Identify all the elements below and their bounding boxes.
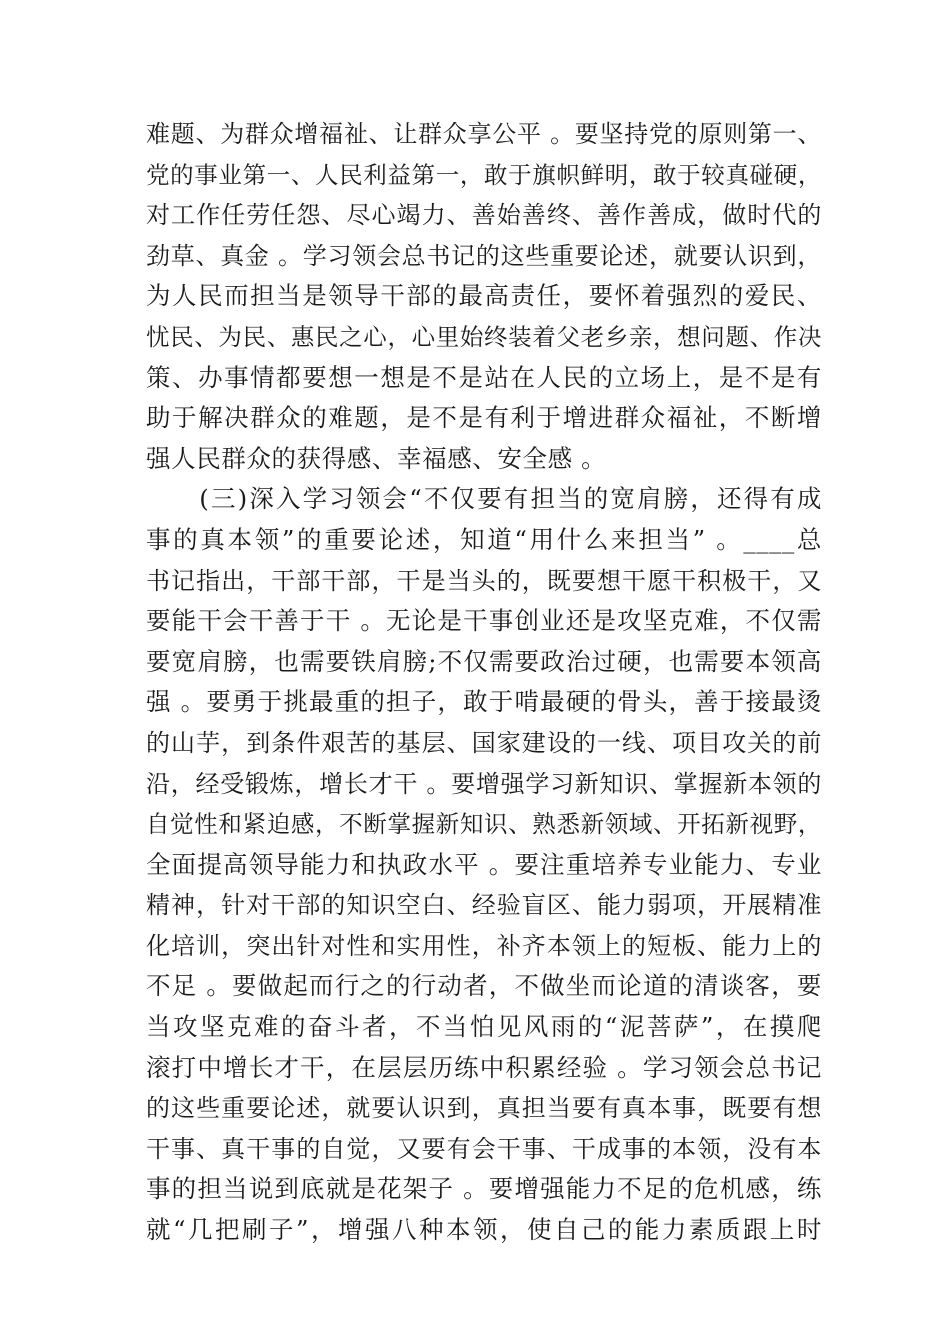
text-line: 事的真本领”的重要论述，知道“用什么来担当” 。____总 <box>146 524 822 554</box>
text-line: 就“几把刷子”，增强八种本领，使自己的能力素质跟上时 <box>146 1215 822 1245</box>
text-line: 对工作任劳任怨、尽心竭力、善始善终、善作善成，做时代的 <box>146 201 822 230</box>
text-line: 沿，经受锻炼，增长才干 。要增强学习新知识、掌握新本领的 <box>146 769 822 798</box>
text-line: 强人民群众的获得感、幸福感、安全感 。 <box>146 443 607 473</box>
text-line: 自觉性和紧迫感，不断掌握新知识、熟悉新领域、开拓新视野， <box>146 810 822 839</box>
text-line: 滚打中增长才干，在层层历练中积累经验 。学习领会总书记 <box>146 1052 822 1082</box>
text-line: 为人民而担当是领导干部的最高责任，要怀着强烈的爱民、 <box>146 281 822 311</box>
text-line: 干事、真干事的自觉，又要有会干事、干成事的本领，没有本 <box>146 1134 822 1163</box>
text-line: 当攻坚克难的奋斗者，不当怕见风雨的“泥菩萨”，在摸爬 <box>146 1012 822 1042</box>
text-line: 劲草、真金 。学习领会总书记的这些重要论述，就要认识到， <box>146 241 822 270</box>
body-text <box>146 114 822 1251</box>
text-line: 的这些重要论述，就要认识到，真担当要有真本事，既要有想 <box>146 1094 822 1123</box>
text-line: 精神，针对干部的知识空白、经验盲区、能力弱项，开展精准 <box>146 891 822 920</box>
text-line: 难题、为群众增福祉、让群众享公平 。要坚持党的原则第一、 <box>146 120 822 148</box>
text-line: 全面提高领导能力和执政水平 。要注重培养专业能力、专业 <box>146 849 822 879</box>
text-line: 事的担当说到底就是花架子 。要增强能力不足的危机感，练 <box>146 1174 822 1204</box>
section-heading-line: (三)深入学习领会“不仅要有担当的宽肩膀，还得有成 <box>146 484 822 514</box>
text-line: 要宽肩膀，也需要铁肩膀;不仅需要政治过硬，也需要本领高 <box>146 646 822 676</box>
text-line: 化培训，突出针对性和实用性，补齐本领上的短板、能力上的 <box>146 931 822 960</box>
text-line: 要能干会干善于干 。无论是干事创业还是攻坚克难，不仅需 <box>146 606 822 636</box>
text-line: 助于解决群众的难题，是不是有利于增进群众福祉，不断增 <box>146 403 822 433</box>
text-line: 忧民、为民、惠民之心，心里始终装着父老乡亲，想问题、作决 <box>146 322 822 351</box>
text-line: 不足 。要做起而行之的行动者，不做坐而论道的清谈客，要 <box>146 971 822 1001</box>
text-line: 书记指出，干部干部，干是当头的，既要想干愿干积极干，又 <box>146 566 822 595</box>
text-line: 的山芋，到条件艰苦的基层、国家建设的一线、项目攻关的前 <box>146 728 822 757</box>
text-line: 党的事业第一、人民利益第一，敢于旗帜鲜明，敢于较真碰硬， <box>146 160 822 189</box>
text-line: 策、办事情都要想一想是不是站在人民的立场上，是不是有 <box>146 362 822 392</box>
text-line: 强 。要勇于挑最重的担子，敢于啃最硬的骨头，善于接最烫 <box>146 687 822 717</box>
